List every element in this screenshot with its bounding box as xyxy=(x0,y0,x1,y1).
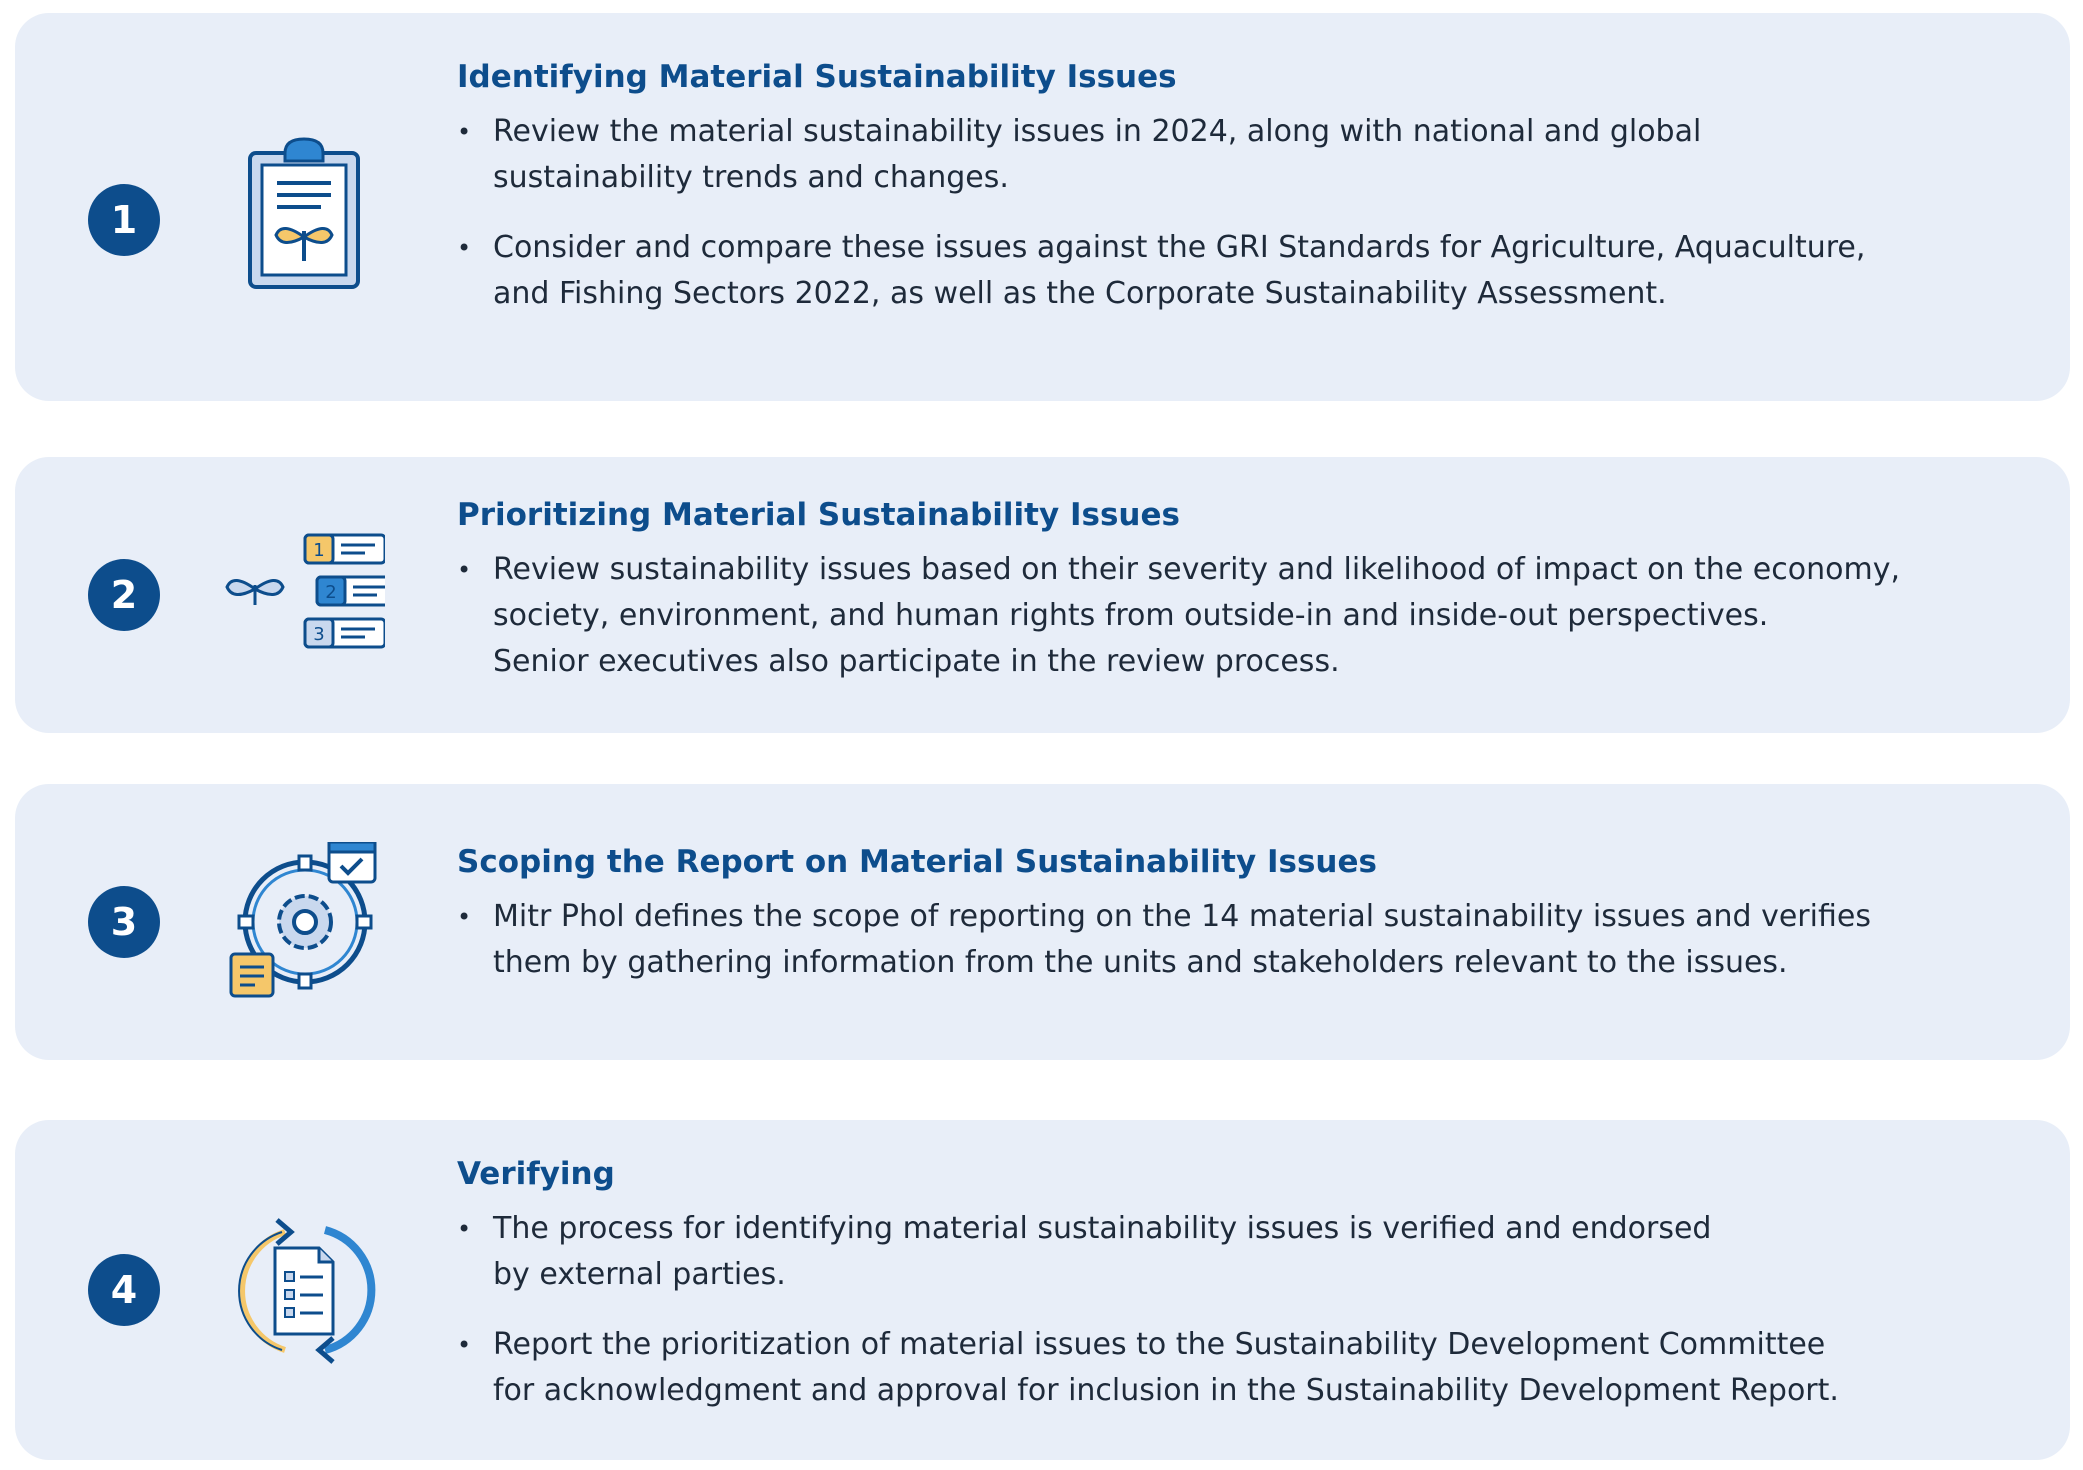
svg-text:1: 1 xyxy=(313,540,325,561)
list-item: • The process for identifying material sustainability issues is verified and endorsed by external parties. xyxy=(457,1206,2048,1298)
step-number-badge: 4 xyxy=(88,1254,160,1326)
bullet-list xyxy=(457,547,2048,685)
step-title: Identifying Material Sustainability Issues xyxy=(457,59,1177,95)
step-card-1 xyxy=(15,13,2070,401)
step-number-badge: 1 xyxy=(88,184,160,256)
bullet-list xyxy=(457,894,2048,986)
list-item: • Mitr Phol defines the scope of reporting on the 14 material sustainability issues and verifies them by gathering information from the units and stakeholders relevant to the issues. xyxy=(457,894,2048,986)
step-title: Scoping the Report on Material Sustainability Issues xyxy=(457,844,1377,880)
step-title: Verifying xyxy=(457,1156,615,1192)
gear-cycle-icon xyxy=(225,842,385,1002)
step-card-2 xyxy=(15,457,2070,733)
document-refresh-icon xyxy=(225,1210,385,1370)
list-item: • Report the prioritization of material issues to the Sustainability Development Committee for acknowledgment and approval for inclusion in the Sustainability Development Report. xyxy=(457,1322,2048,1414)
svg-text:2: 2 xyxy=(325,582,337,603)
step-title: Prioritizing Material Sustainability Issues xyxy=(457,497,1180,533)
svg-text:3: 3 xyxy=(313,624,325,645)
list-item: • Review the material sustainability issues in 2024, along with national and global sustainability trends and changes. xyxy=(457,109,2048,201)
bullet-list xyxy=(457,109,2048,317)
bullet-list xyxy=(457,1206,2048,1414)
ranked-list-icon xyxy=(225,515,385,675)
list-item: • Consider and compare these issues against the GRI Standards for Agriculture, Aquaculture, and Fishing Sectors 2022, as well as the Corporate Sustainability Assessment. xyxy=(457,225,2048,317)
step-number-badge: 3 xyxy=(88,886,160,958)
step-card-3 xyxy=(15,784,2070,1060)
step-number-badge: 2 xyxy=(88,559,160,631)
step-card-4 xyxy=(15,1120,2070,1460)
clipboard-plant-icon xyxy=(225,133,385,293)
list-item: • Review sustainability issues based on their severity and likelihood of impact on the economy, society, environment, and human rights from outside-in and inside-out perspectives. Senior executives also participate in the review process. xyxy=(457,547,2048,685)
